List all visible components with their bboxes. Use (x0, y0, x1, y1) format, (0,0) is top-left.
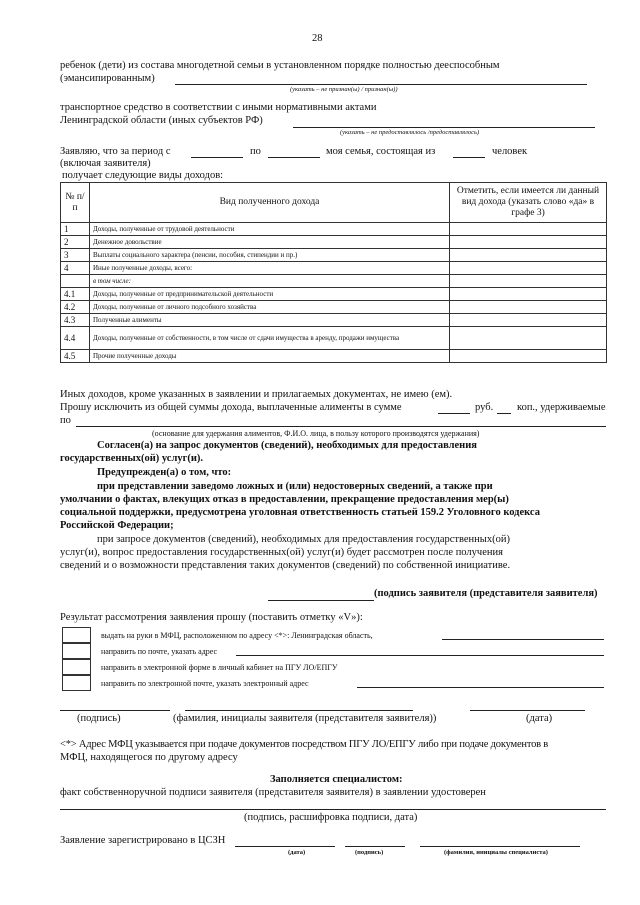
table-row (61, 301, 607, 314)
alimony-kop-field[interactable] (497, 413, 511, 414)
row-mark-cell[interactable] (450, 327, 607, 350)
result-option-post: направить по почте, указать адрес (101, 647, 218, 656)
vehicle-hint: (указать – не предоставлялось /предоставлялось) (340, 129, 480, 136)
vehicle-status-field[interactable] (293, 127, 595, 128)
row-mark-cell[interactable] (450, 275, 607, 288)
row-text: Иные полученные доходы, всего: (90, 262, 450, 275)
alimony-text-c: коп., удерживаемые (517, 402, 606, 413)
child-status-field[interactable] (175, 84, 587, 85)
period-line-2: (включая заявителя) (60, 158, 151, 169)
alimony-rub-field[interactable] (438, 413, 470, 414)
name-label: (фамилия, инициалы заявителя (представителя заявителя)) (173, 713, 437, 724)
row-mark-cell[interactable] (450, 350, 607, 363)
date-line[interactable] (470, 710, 585, 711)
row-num (61, 275, 90, 288)
child-hint: (указать – не признан(ы) / признан(ы)) (290, 86, 398, 93)
row-text: Прочие полученные доходы (90, 350, 450, 363)
email-address-field[interactable] (357, 687, 604, 688)
row-text: Доходы, полученные от собственности, в том числе от сдачи имущества в аренду, продажи имущества (90, 327, 450, 350)
result-option-email: направить по электронной почте, указать электронный адрес (101, 679, 309, 688)
registration-date-label: (дата) (288, 849, 306, 856)
row-num: 1 (61, 223, 90, 236)
registration-text: Заявление зарегистрировано в ЦСЗН (60, 835, 226, 846)
footnote-line-1: <*> Адрес МФЦ указывается при подаче документов посредством ПГУ ЛО/ЕПГУ либо при подаче документов в (60, 739, 549, 750)
alimony-basis-field[interactable] (76, 426, 606, 427)
table-row (61, 350, 607, 363)
result-checkbox-portal[interactable] (62, 659, 91, 675)
table-row (61, 314, 607, 327)
warned-p1-line: умолчании о фактах, влекущих отказ в предоставлении, прекращение предоставления мер(ы) (60, 494, 509, 505)
post-address-field[interactable] (236, 655, 604, 656)
registration-date-field[interactable] (235, 846, 335, 847)
warned-p2-line: услуг(и), вопрос предоставления государственных(ой) услуг(и) будет рассмотрен после получения (60, 547, 503, 558)
child-line-1: ребенок (дети) из состава многодетной семьи в установленном порядке полностью дееспособным (60, 60, 500, 71)
row-text: Полученные алименты (90, 314, 450, 327)
row-mark-cell[interactable] (450, 314, 607, 327)
row-mark-cell[interactable] (450, 262, 607, 275)
income-table (60, 182, 607, 363)
row-mark-cell[interactable] (450, 301, 607, 314)
alimony-text-b: руб. (475, 402, 494, 413)
header-num: № п/п (61, 183, 90, 223)
period-from-field[interactable] (191, 157, 243, 158)
row-text: в том числе: (90, 275, 450, 288)
name-line[interactable] (185, 710, 413, 711)
warned-p1-line: социальной поддержки, предусмотрена уголовная ответственность статьей 159.2 Уголовного кодекса (60, 507, 540, 518)
signature-line[interactable] (60, 710, 170, 711)
table-row (61, 275, 607, 288)
warned-p1-line: Российской Федерации; (60, 520, 174, 531)
row-num: 4.2 (61, 301, 90, 314)
warned-p2-line: при запросе документов (сведений), необходимых для предоставления государственных(ой) (97, 534, 510, 545)
warned-p1-line: при представлении заведомо ложных и (или) недостоверных сведений, а также при (97, 481, 493, 492)
registration-name-label: (фамилия, инициалы специалиста) (444, 849, 548, 856)
registration-name-field[interactable] (420, 846, 580, 847)
specialist-title: Заполняется специалистом: (270, 774, 403, 785)
row-num: 3 (61, 249, 90, 262)
warned-p2-line: сведений и о возможности представления таких документов (сведений) по собственной инициативе. (60, 560, 511, 571)
specialist-hint: (подпись, расшифровка подписи, дата) (244, 812, 418, 823)
registration-sign-label: (подпись) (355, 849, 384, 856)
date-label: (дата) (526, 713, 553, 724)
table-row (61, 262, 607, 275)
row-mark-cell[interactable] (450, 223, 607, 236)
period-to-field[interactable] (268, 157, 320, 158)
alimony-text-d: по (60, 415, 71, 426)
footnote-line-2: МФЦ, находящегося по другому адресу (60, 752, 238, 763)
result-checkbox-mfc[interactable] (62, 627, 91, 643)
row-num: 2 (61, 236, 90, 249)
period-text-d: человек (492, 146, 528, 157)
warned-title: Предупрежден(а) о том, что: (97, 467, 232, 478)
period-text-a: Заявляю, что за период с (60, 146, 171, 157)
period-line-3: получает следующие виды доходов: (62, 170, 224, 181)
result-title: Результат рассмотрения заявления прошу (поставить отметку «V»): (60, 612, 363, 623)
result-checkbox-post[interactable] (62, 643, 91, 659)
result-option-portal: направить в электронной форме в личный кабинет на ПГУ ЛО/ЕПГУ (101, 663, 338, 672)
specialist-signature-field[interactable] (60, 809, 606, 810)
child-line-2: (эмансипированным) (60, 73, 155, 84)
row-num: 4.3 (61, 314, 90, 327)
period-text-b: по (250, 146, 261, 157)
page-number: 28 (312, 33, 323, 44)
family-size-field[interactable] (453, 157, 485, 158)
other-income-text: Иных доходов, кроме указанных в заявлении и прилагаемых документах, не имею (ем). (60, 389, 453, 400)
row-text: Денежное довольствие (90, 236, 450, 249)
table-row (61, 288, 607, 301)
header-mark: Отметить, если имеется ли данный вид дохода (указать слово «да» в графе 3) (450, 183, 607, 223)
row-mark-cell[interactable] (450, 249, 607, 262)
row-num: 4.4 (61, 327, 90, 350)
registration-sign-field[interactable] (345, 846, 405, 847)
row-num: 4.1 (61, 288, 90, 301)
signature-label: (подпись) (77, 713, 121, 724)
row-text: Выплаты социального характера (пенсии, пособия, стипендии и пр.) (90, 249, 450, 262)
mfc-address-field[interactable] (442, 639, 604, 640)
vehicle-line-1: транспортное средство в соответствии с иными нормативными актами (60, 102, 377, 113)
header-type: Вид полученного дохода (90, 183, 450, 223)
row-text: Доходы, полученные от личного подсобного хозяйства (90, 301, 450, 314)
vehicle-line-2: Ленинградской области (иных субъектов РФ) (60, 115, 263, 126)
row-text: Доходы, полученные от предпринимательской деятельности (90, 288, 450, 301)
period-text-c: моя семья, состоящая из (326, 146, 436, 157)
consent-line-2: государственных(ой) услуг(и). (60, 453, 204, 464)
table-row (61, 249, 607, 262)
specialist-line: факт собственноручной подписи заявителя (представителя заявителя) в заявлении удостоверен (60, 787, 486, 798)
consent-line-1: Согласен(а) на запрос документов (сведений), необходимых для предоставления (97, 440, 477, 451)
alimony-hint: (основание для удержания алиментов, Ф.И.О. лица, в пользу которого производятся удержания) (152, 429, 480, 438)
result-option-mfc: выдать на руки в МФЦ, расположенном по адресу <*>: Ленинградская область, (101, 631, 373, 640)
alimony-text-a: Прошу исключить из общей суммы дохода, выплаченные алименты в сумме (60, 402, 402, 413)
row-mark-cell[interactable] (450, 288, 607, 301)
table-row (61, 236, 607, 249)
table-row (61, 223, 607, 236)
row-text: Доходы, полученные от трудовой деятельности (90, 223, 450, 236)
table-row (61, 327, 607, 350)
row-num: 4 (61, 262, 90, 275)
applicant-signature-field[interactable] (268, 600, 374, 601)
result-checkbox-email[interactable] (62, 675, 91, 691)
row-mark-cell[interactable] (450, 236, 607, 249)
applicant-signature-label: (подпись заявителя (представителя заявителя) (374, 588, 598, 599)
row-num: 4.5 (61, 350, 90, 363)
